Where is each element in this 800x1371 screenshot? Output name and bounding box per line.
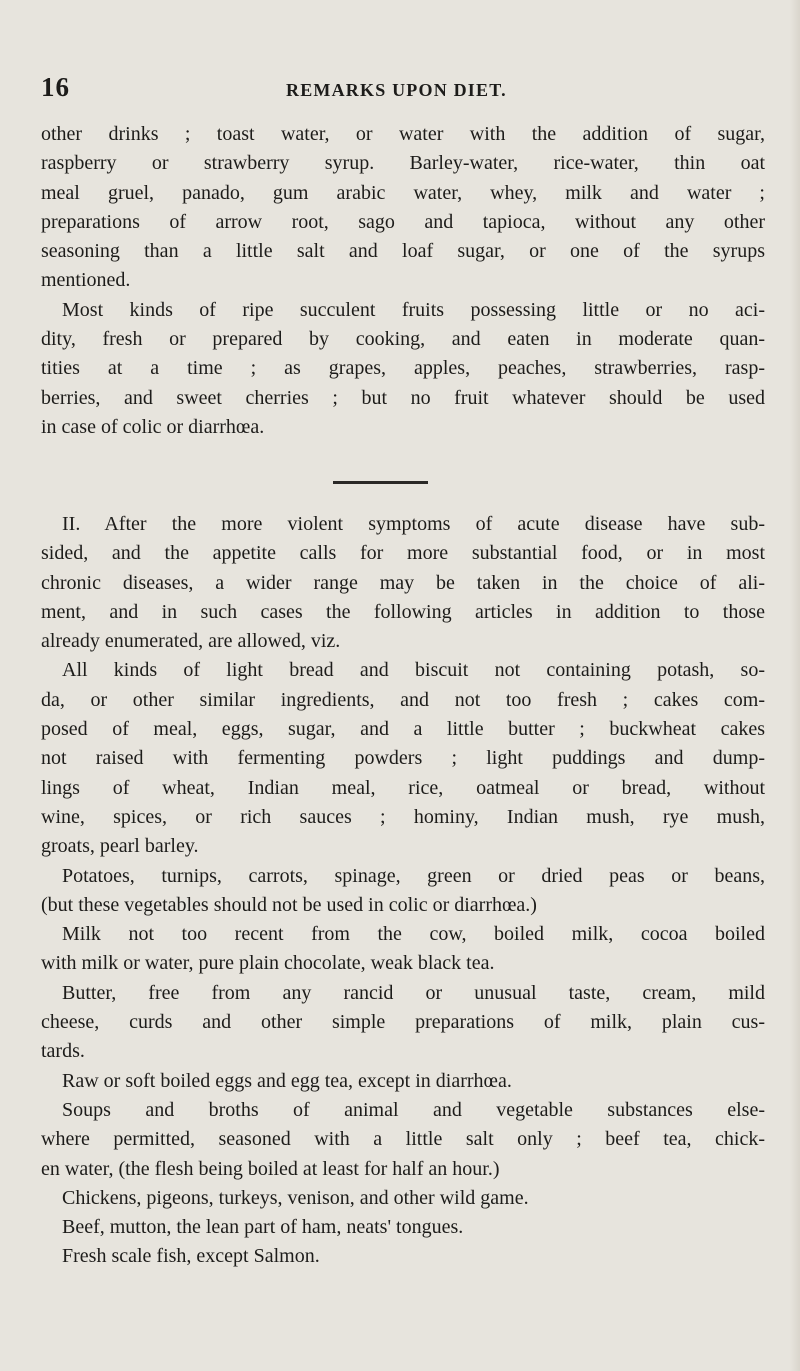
text-line: Beef, mutton, the lean part of ham, neats' tongues. (62, 1216, 464, 1239)
text-line: sided, and the appetite calls for more substantial food, or in most (41, 542, 765, 565)
text-line: cheese, curds and other simple preparations of milk, plain cus- (41, 1011, 765, 1034)
text-line: posed of meal, eggs, sugar, and a little butter ; buckwheat cakes (41, 718, 765, 741)
text-line: wine, spices, or rich sauces ; hominy, Indian mush, rye mush, (41, 805, 765, 828)
paragraph-group-1 (41, 120, 765, 442)
text-line: where permitted, seasoned with a little salt only ; beef tea, chick- (41, 1128, 765, 1151)
text-line: in case of colic or diarrhœa. (41, 415, 265, 438)
text-line: not raised with fermenting powders ; light puddings and dump- (41, 747, 765, 770)
text-line: Raw or soft boiled eggs and egg tea, except in diarrhœa. (62, 1069, 512, 1092)
text-line: dity, fresh or prepared by cooking, and eaten in moderate quan- (41, 328, 765, 351)
text-line: seasoning than a little salt and loaf sugar, or one of the syrups (41, 240, 765, 263)
text-line: Potatoes, turnips, carrots, spinage, green or dried peas or beans, (62, 864, 765, 887)
text-line: Fresh scale fish, except Salmon. (62, 1245, 320, 1268)
text-line: mentioned. (41, 269, 131, 292)
text-line: en water, (the flesh being boiled at least for half an hour.) (41, 1157, 500, 1180)
page-header (41, 72, 761, 106)
text-line: tities at a time ; as grapes, apples, peaches, strawberries, rasp- (41, 357, 765, 380)
text-line: other drinks ; toast water, or water with the addition of sugar, (41, 123, 765, 145)
section-divider (333, 481, 428, 484)
text-line: meal gruel, panado, gum arabic water, whey, milk and water ; (41, 181, 765, 204)
text-line: preparations of arrow root, sago and tapioca, without any other (41, 210, 765, 233)
text-line: Soups and broths of animal and vegetable substances else- (62, 1098, 765, 1121)
text-line: ment, and in such cases the following articles in addition to those (41, 600, 765, 623)
text-line: (but these vegetables should not be used in colic or diarrhœa.) (41, 893, 537, 916)
text-line: lings of wheat, Indian meal, rice, oatmeal or bread, without (41, 776, 765, 799)
text-line: already enumerated, are allowed, viz. (41, 630, 341, 653)
running-head: REMARKS UPON DIET. (286, 80, 507, 100)
text-line: II. After the more violent symptoms of acute disease have sub- (62, 513, 765, 535)
paragraph-group-2 (41, 510, 765, 1272)
text-line: groats, pearl barley. (41, 835, 199, 858)
page-number: 16 (41, 72, 70, 102)
text-line: berries, and sweet cherries ; but no fruit whatever should be used (41, 386, 765, 409)
text-line: Most kinds of ripe succulent fruits possessing little or no aci- (62, 298, 765, 321)
text-line: chronic diseases, a wider range may be taken in the choice of ali- (41, 571, 765, 594)
text-line: with milk or water, pure plain chocolate, weak black tea. (41, 952, 495, 975)
text-line: raspberry or strawberry syrup. Barley-water, rice-water, thin oat (41, 152, 765, 175)
text-line: Butter, free from any rancid or unusual taste, cream, mild (62, 981, 765, 1004)
text-line: Chickens, pigeons, turkeys, venison, and other wild game. (62, 1186, 529, 1209)
text-line: da, or other similar ingredients, and not too fresh ; cakes com- (41, 688, 765, 711)
page-edge (790, 0, 800, 1371)
text-line: Milk not too recent from the cow, boiled milk, cocoa boiled (62, 923, 765, 946)
text-line: tards. (41, 1040, 85, 1063)
text-line: All kinds of light bread and biscuit not containing potash, so- (62, 659, 765, 682)
